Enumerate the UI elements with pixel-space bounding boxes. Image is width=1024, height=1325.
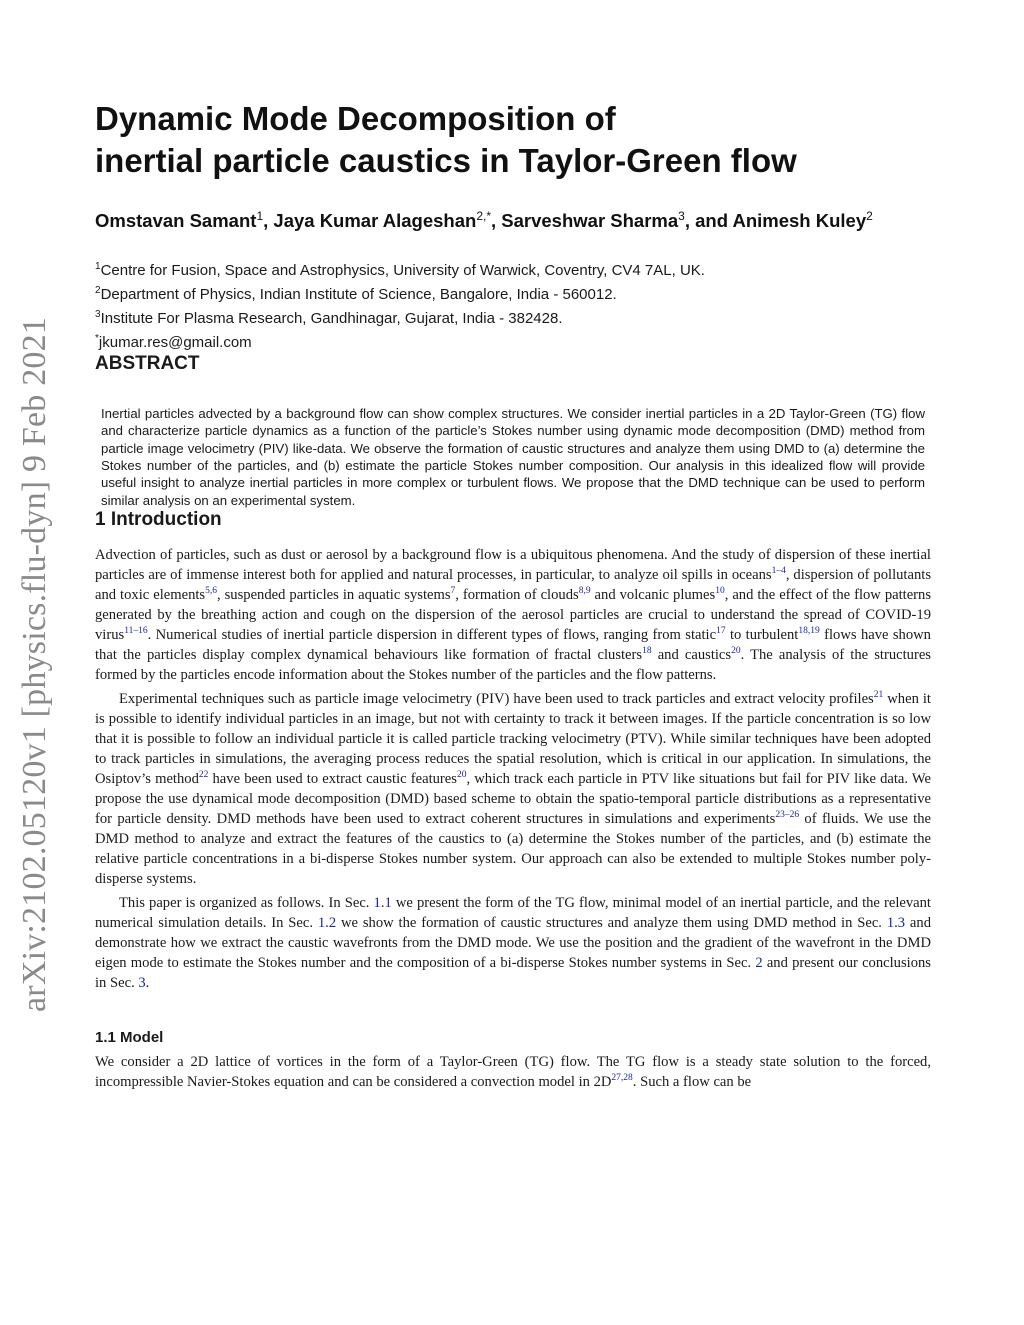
section-link[interactable]: 1.1	[373, 894, 392, 911]
author-affil-mark: 3	[678, 209, 685, 223]
text-run: , dispersion of pollutants and toxic elements	[95, 566, 931, 603]
affiliations	[95, 257, 931, 353]
text-run: , suspended particles in aquatic systems	[216, 586, 451, 603]
model-paragraph-1	[95, 1052, 931, 1092]
text-run: This paper is organized as follows. In Sec.	[119, 894, 374, 911]
citation-link[interactable]: 20	[731, 646, 741, 657]
introduction-heading: 1 Introduction	[95, 508, 222, 530]
text-run: , formation of clouds	[455, 586, 579, 603]
author-affil-mark: 2	[866, 209, 873, 223]
citation-link[interactable]: 21	[873, 690, 884, 701]
affiliation-text: Institute For Plasma Research, Gandhinagar, Gujarat, India - 382428.	[100, 310, 563, 328]
author-name: Animesh Kuley	[732, 210, 867, 232]
affiliation-line	[95, 329, 931, 353]
text-run: . The analysis of the structures formed by the particles encode information about the Stokes number of the particles and the flow patterns.	[95, 646, 931, 683]
citation-link[interactable]: 10	[715, 586, 725, 597]
citation-link[interactable]: 27,28	[611, 1073, 633, 1084]
author-affil-mark: 2,*	[476, 209, 491, 223]
text-run: .	[145, 974, 150, 991]
intro-paragraph-1	[95, 545, 931, 685]
title-line-2: inertial particle caustics in Taylor-Green flow	[95, 142, 797, 179]
citation-link[interactable]: 23–26	[775, 810, 800, 821]
section-link[interactable]: 2	[755, 954, 763, 971]
text-run: we present the form of the TG flow, minimal model of an inertial particle, and the relevant numerical simulation details. In Sec.	[95, 894, 931, 931]
arxiv-identifier: arXiv:2102.05120v1 [physics.flu-dyn] 9 Feb 2021	[16, 317, 53, 1012]
affiliation-mark: 3	[95, 309, 101, 321]
text-run: and caustics	[651, 646, 732, 663]
text-run: . Numerical studies of inertial particle dispersion in different types of flows, ranging from static	[147, 626, 717, 643]
citation-link[interactable]: 22	[198, 770, 209, 781]
affiliation-line	[95, 257, 931, 281]
affiliation-line	[95, 281, 931, 305]
text-run: and present our conclusions in Sec.	[95, 954, 931, 991]
contact-email[interactable]: jkumar.res@gmail.com	[98, 334, 252, 352]
abstract-text: Inertial particles advected by a background flow can show complex structures. We consider inertial particles in a 2D Taylor-Green (TG) flow and characterize particle dynamics as a function of the particle’s Stokes number using dynamic mode decomposition (DMD) method from particle image velocimetry (PIV) like-data. We observe the formation of caustic structures and analyze them using DMD to (a) determine the Stokes number of the particles, and (b) estimate the particle Stokes number composition. Our analysis in this idealized flow will provide useful insight to analyze inertial particles in more complex or turbulent flows. We propose that the DMD technique can be used to perform similar analysis on an experimental system.	[101, 406, 925, 508]
citation-link[interactable]: 11–16	[124, 626, 148, 637]
author-affil-mark: 1	[256, 209, 264, 223]
affiliation-mark: 2	[95, 285, 101, 297]
text-run: we show the formation of caustic structures and analyze them using DMD method in Sec.	[336, 914, 887, 931]
paper-title	[95, 98, 931, 182]
text-run: when it is possible to identify individual particles in an image, but not with certainty to track it between images. If the particle concentration is so low that it is possible to follow an individual particle it is called particle tracking velocimetry (PTV). While similar techniques have been adopted to track particles in simulations, the averaging process reduces the spatial resolution, which is critical in our application. In simulations, the Osiptov’s method	[95, 690, 931, 787]
affiliation-line	[95, 305, 931, 329]
text-run: We consider a 2D lattice of vortices in the form of a Taylor-Green (TG) flow. The TG flow is a steady state solution to the forced, incompressible Navier-Stokes equation and can be considered a convection model in 2D	[95, 1053, 931, 1090]
text-run: Experimental techniques such as particle image velocimetry (PIV) have been used to track particles and extract velocity profiles	[119, 690, 874, 707]
author-separator: , and	[684, 210, 733, 232]
text-run: of fluids. We use the DMD method to analyze and extract the features of the caustics to (a) determine the Stokes number of the particles, and (b) estimate the relative particle concentrations in a bi-disperse Stokes number system. Our approach can also be extended to multiple Stokes number poly-disperse systems.	[95, 810, 931, 887]
text-run: and volcanic plumes	[590, 586, 716, 603]
affiliation-text: Centre for Fusion, Space and Astrophysics, University of Warwick, Coventry, CV4 7AL, UK.	[100, 262, 705, 280]
affiliation-mark: 1	[95, 261, 101, 273]
citation-link[interactable]: 1–4	[771, 566, 786, 577]
text-run: , which track each particle in PTV like situations but fail for PIV like data. We propose the use dynamical mode decomposition (DMD) based scheme to obtain the spatio-temporal particle distributions as a representative for particle density. DMD methods have been used to extract coherent structures in simulations and experiments	[95, 770, 932, 827]
citation-link[interactable]: 18,19	[798, 626, 820, 637]
text-run: flows have shown that the particles display complex dynamical behaviours like formation of fractal clusters	[95, 626, 931, 663]
title-line-1: Dynamic Mode Decomposition of	[95, 100, 616, 137]
citation-link[interactable]: 5,6	[205, 586, 217, 597]
citation-link[interactable]: 8,9	[578, 586, 591, 597]
citation-link[interactable]: 17	[716, 626, 726, 637]
text-run: Advection of particles, such as dust or aerosol by a background flow is a ubiquitous phenomena. And the study of dispersion of these inertial particles are of immense interest both for applied and natural processes, in particular, to analyze oil spills in oceans	[95, 546, 931, 583]
author-separator: ,	[263, 210, 274, 232]
text-run: have been used to extract caustic features	[208, 770, 457, 787]
section-link[interactable]: 3	[138, 974, 146, 991]
intro-paragraph-2	[95, 689, 931, 889]
author-separator: ,	[491, 210, 502, 232]
text-run: . Such a flow can be	[632, 1073, 752, 1090]
text-run: to turbulent	[725, 626, 799, 643]
section-link[interactable]: 1.3	[886, 914, 906, 931]
affiliation-text: Department of Physics, Indian Institute of Science, Bangalore, India - 560012.	[100, 286, 617, 304]
author-name: Jaya Kumar Alageshan	[273, 210, 477, 232]
citation-link[interactable]: 7	[450, 586, 456, 597]
model-heading: 1.1 Model	[95, 1028, 164, 1046]
intro-paragraph-3	[95, 893, 931, 993]
author-name: Sarveshwar Sharma	[501, 210, 679, 232]
abstract-heading: ABSTRACT	[95, 353, 200, 375]
section-link[interactable]: 1.2	[317, 914, 337, 931]
author-name: Omstavan Samant	[95, 210, 257, 232]
text-run: , and the effect of the flow patterns generated by the breathing action and cough on the dispersion of the aerosol particles are crucial to understand the spread of COVID-19 virus	[95, 586, 932, 643]
citation-link[interactable]: 20	[456, 770, 467, 781]
text-run: and demonstrate how we extract the caustic wavefronts from the DMD mode. We use the position and the gradient of the wavefront in the DMD eigen mode to estimate the Stokes number and the composition of a bi-disperse Stokes number systems in Sec.	[95, 914, 931, 971]
author-list	[95, 204, 931, 233]
citation-link[interactable]: 18	[642, 646, 652, 657]
affiliation-mark: *	[95, 333, 99, 345]
paper-content	[95, 98, 931, 1092]
